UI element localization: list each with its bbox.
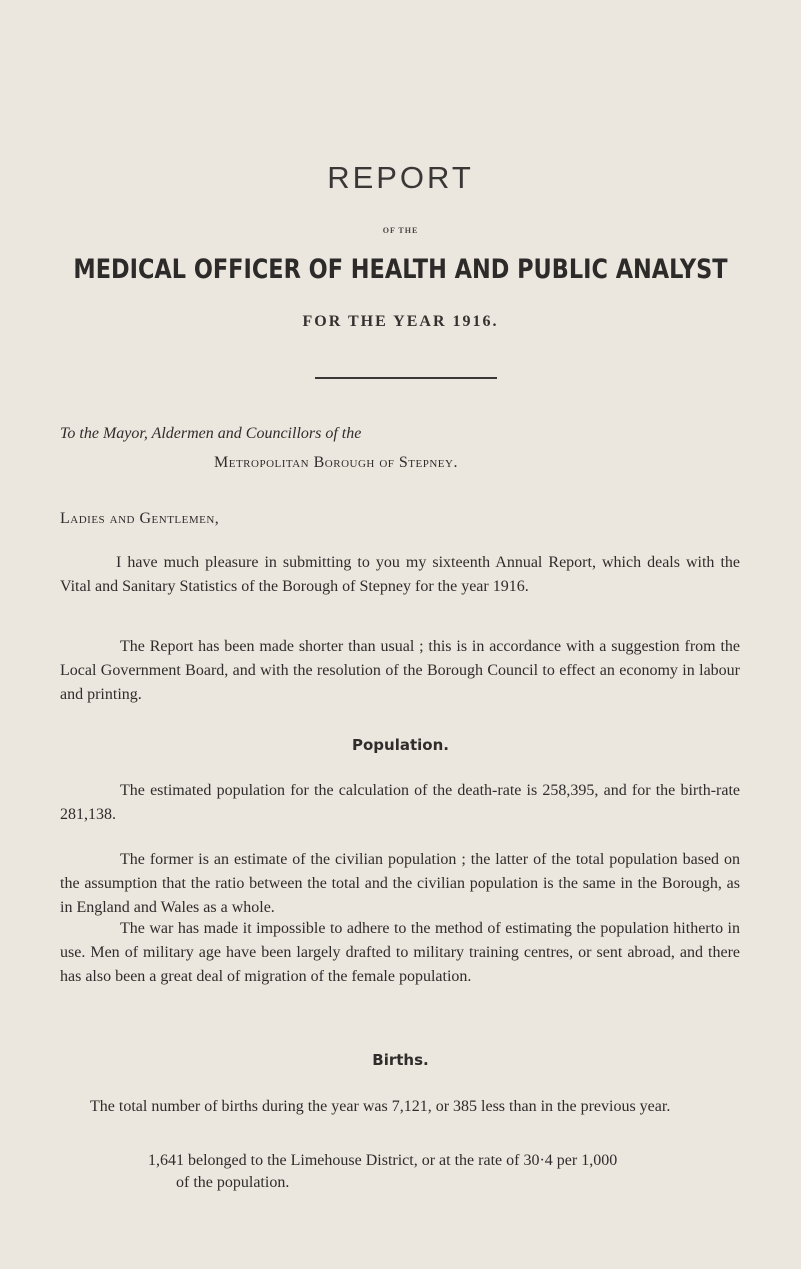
divider-rule <box>315 377 497 379</box>
births-paragraph-1: The total number of births during the year was 7,121, or 385 less than in the previous year. <box>90 1098 671 1115</box>
births-limehouse-line-2: of the population. <box>176 1174 290 1191</box>
births-limehouse-entry <box>148 1150 740 1194</box>
births-heading: Births. <box>372 1051 429 1069</box>
year-heading: FOR THE YEAR 1916. <box>302 313 499 330</box>
population-paragraph-2: The former is an estimate of the civilian population ; the latter of the total population based on the assumption that the ratio between the total and the civilian population is the same in the Borough, as in England and Wales as a whole. <box>60 851 740 916</box>
intro-paragraph-2: The Report has been made shorter than usual ; this is in accordance with a suggestion from the Local Government Board, and with the resolution of the Borough Council to effect an economy in labour and printing. <box>60 638 740 703</box>
address-line-2: Metropolitan Borough of Stepney. <box>214 454 458 471</box>
births-limehouse-line-1: 1,641 belonged to the Limehouse District, or at the rate of 30·4 per 1,000 <box>148 1152 618 1169</box>
salutation: Ladies and Gentlemen, <box>60 510 220 527</box>
report-title: REPORT <box>327 160 474 195</box>
population-heading: Population. <box>352 736 449 754</box>
address-line-1: To the Mayor, Aldermen and Councillors of the <box>60 425 362 442</box>
of-the-label: OF THE <box>382 226 419 235</box>
population-paragraph-3: The war has made it impossible to adhere to the method of estimating the population hitherto in use. Men of military age have been largely drafted to military training centres, or sent abroad, and there has also been a great deal of migration of the female population. <box>60 920 740 985</box>
population-paragraph-1: The estimated population for the calculation of the death-rate is 258,395, and for the birth-rate 281,138. <box>60 782 740 823</box>
intro-paragraph-1: I have much pleasure in submitting to you my sixteenth Annual Report, which deals with the Vital and Sanitary Statistics of the Borough of Stepney for the year 1916. <box>60 554 740 595</box>
officer-title: MEDICAL OFFICER OF HEALTH AND PUBLIC ANALYST <box>73 254 728 285</box>
